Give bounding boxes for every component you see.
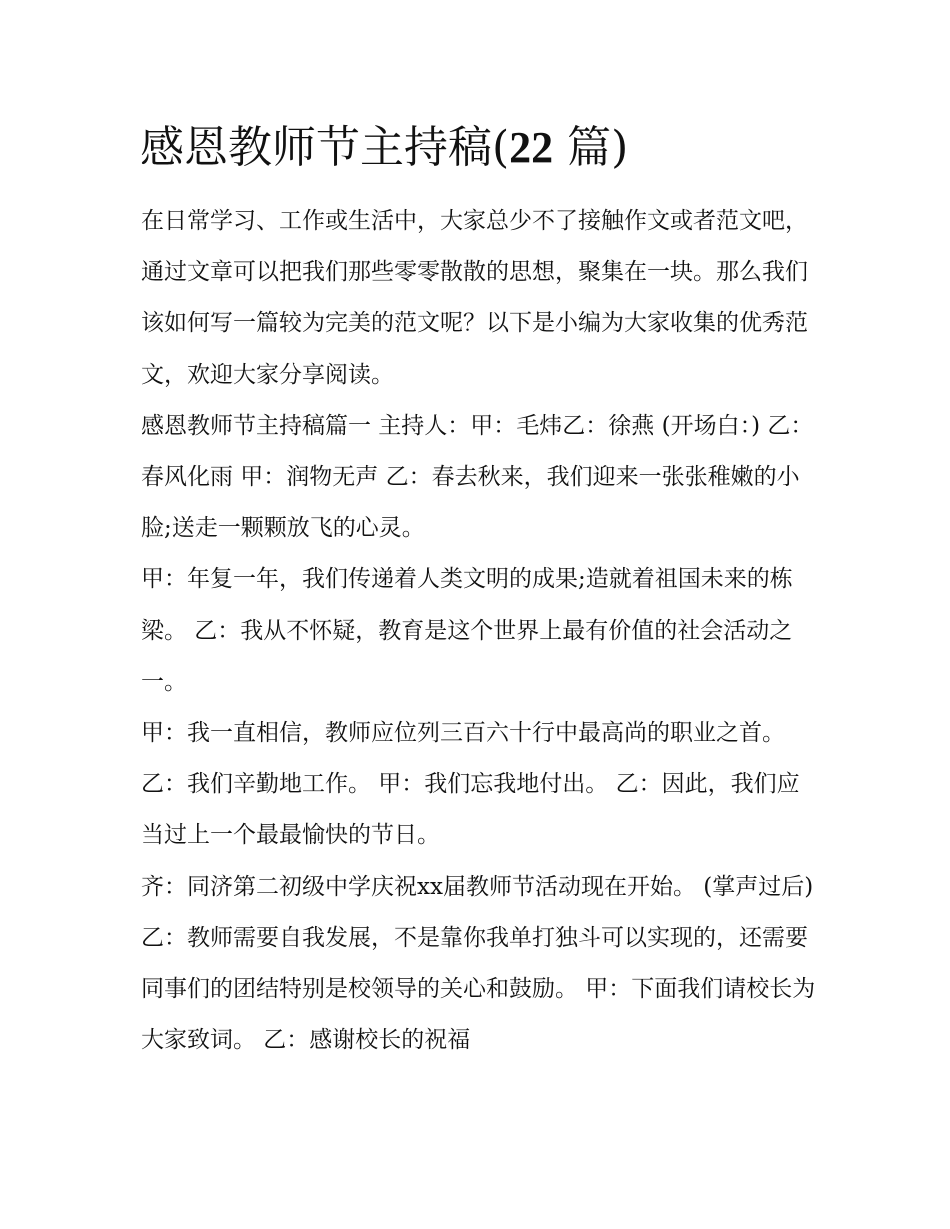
document-title	[140, 118, 840, 178]
title-number: 22	[509, 123, 554, 172]
paragraph-intro: 在日常学习、工作或生活中，大家总少不了接触作文或者范文吧，通过文章可以把我们那些零零散散的思想，聚集在一块。那么我们该如何写一篇较为完美的范文呢？以下是小编为大家收集的优秀范文，欢迎大家分享阅读。	[141, 208, 808, 388]
title-suffix: 篇)	[553, 122, 629, 173]
paragraph-opening: 感恩教师节主持稿篇一 主持人：甲：毛炜乙：徐燕 (开场白：) 乙：春风化雨 甲：润物无声 乙：春去秋来，我们迎来一张张稚嫩的小脸;送走一颗颗放飞的心灵。	[141, 412, 814, 542]
paragraph-qi: 齐：同济第二初级中学庆祝xx届教师节活动现在开始。 (掌声过后)	[141, 873, 814, 900]
paragraph-jia-2: 甲：我一直相信，教师应位列三百六十行中最高尚的职业之首。 乙：我们辛勤地工作。 甲：我们忘我地付出。 乙：因此，我们应当过上一个最最愉快的节日。	[141, 720, 800, 849]
paragraph-yi: 乙：教师需要自我发展，不是靠你我单打独斗可以实现的，还需要同事们的团结特别是校领导的关心和鼓励。 甲：下面我们请校长为大家致词。 乙：感谢校长的祝福	[141, 924, 816, 1054]
document-body	[141, 196, 821, 1066]
title-prefix: 感恩教师节主持稿(	[140, 122, 510, 173]
paragraph-jia-1: 甲：年复一年，我们传递着人类文明的成果;造就着祖国未来的栋梁。 乙：我从不怀疑，教育是这个世界上最有价值的社会活动之一。	[141, 566, 793, 695]
